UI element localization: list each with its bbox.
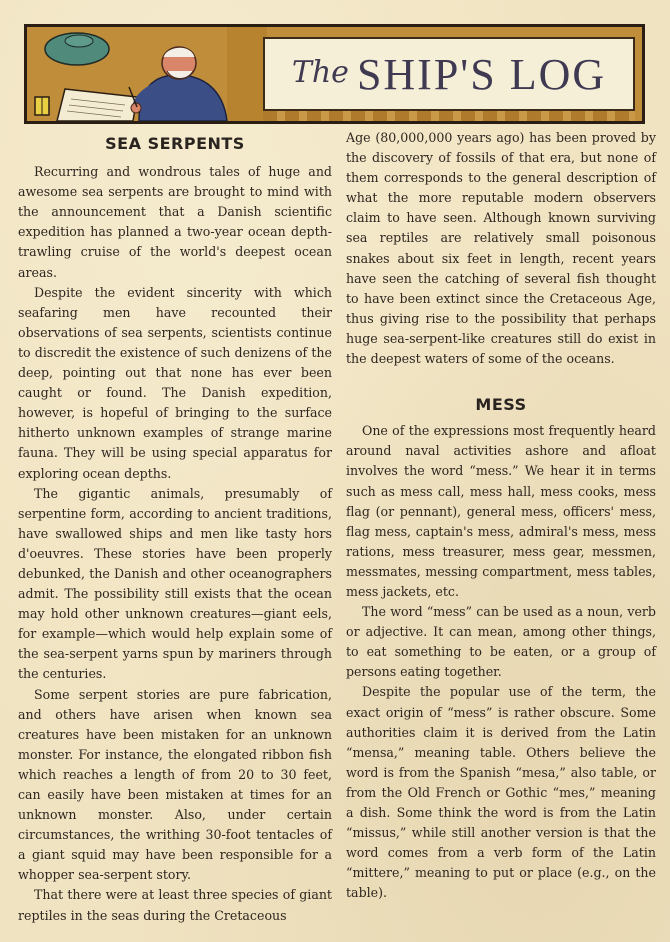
paragraph: That there were at least three species of giant reptiles in the seas during the Cretaceous bbox=[18, 887, 332, 923]
section-heading-mess: MESS bbox=[475, 395, 527, 415]
section-heading-sea-serpents: SEA SERPENTS bbox=[105, 134, 245, 153]
paragraph: Despite the popular use of the term, the exact origin of “mess” is rather obscure. Some authorities claim it is derived from the Latin “mensa,” meaning table. Others believe the word is from the Spanish “mesa,” also table, or from the Old French or Gothic “mes,” meaning a dish. Some think the word is from the Latin “missus,” while still another version is that the word comes from a verb form of the Latin “mittere,” meaning to put or place (e.g., on the table). bbox=[346, 684, 656, 901]
paragraph: Recurring and wondrous tales of huge and awesome sea serpents are brought to mind with the announcement that a Danish scientific expedition has planned a two-year ocean depth-trawling cruise of the world's deepest ocean areas. bbox=[18, 164, 332, 280]
paragraph: The word “mess” can be used as a noun, verb or adjective. It can mean, among other things, to eat something to be eaten, or a group of persons eating together. bbox=[346, 604, 656, 680]
paragraph-continuation: Age (80,000,000 years ago) has been proved by the discovery of fossils of that era, but none of them corresponds to the general description of what the more reputable modern observers claim to have seen. Although known surviving sea reptiles are relatively small poisonous snakes about six feet in length, recent years have seen the catching of several fish thought to have been extinct since the Cretaceous Age, thus giving rise to the possibility that perhaps huge sea-serpent-like creatures still do exist in the deepest waters of some of the oceans. bbox=[346, 130, 656, 367]
paragraph: Some serpent stories are pure fabrication, and others have arisen when known sea creatures have been mistaken for an unknown monster. For instance, the elongated ribbon fish which reaches a length of from 20 to 30 feet, can easily have been mistaken at times for an unknown monster. Also, under certain circumstances, the writhing 30-foot tentacles of a giant squid may have been responsible for a whopper sea-serpent story. bbox=[18, 686, 332, 883]
banner-title-prefix: The bbox=[291, 54, 349, 90]
sailor-writing-logbook-illustration bbox=[27, 27, 267, 121]
banner-title bbox=[263, 37, 635, 111]
paragraph: One of the expressions most frequently heard around naval activities ashore and afloat involves the word “mess.” We hear it in terms such as mess call, mess hall, mess cooks, mess flag (or pennant), general mess, officers' mess, flag mess, captain's mess, admiral's mess, mess rations, mess treasurer, mess gear, messmen, messmates, messing compartment, mess tables, mess jackets, etc. bbox=[346, 423, 656, 599]
left-column bbox=[18, 128, 332, 926]
banner-decor-strip bbox=[263, 111, 635, 121]
paragraph: The gigantic animals, presumably of serpentine form, according to ancient traditions, have swallowed ships and men like tasty hors d'oeuvres. These stories have been properly debunked, the Danish and other oceanographers admit. The possibility still exists that the ocean may hold other unknown creatures—giant eels, for example—which would help explain some of the sea-serpent yarns spun by mariners through the centuries. bbox=[18, 485, 332, 682]
right-column bbox=[346, 128, 656, 903]
banner-title-main: SHIP'S LOG bbox=[356, 49, 607, 99]
paragraph: Despite the evident sincerity with which seafaring men have recounted their observations of sea serpents, scientists continue to discredit the existence of such denizens of the deep, pointing out that none has ever been caught or found. The Danish expedition, however, is hopeful of bringing to the surface hitherto unknown examples of strange marine fauna. They will be using special apparatus for exploring ocean depths. bbox=[18, 284, 332, 481]
ships-log-banner bbox=[24, 24, 645, 124]
